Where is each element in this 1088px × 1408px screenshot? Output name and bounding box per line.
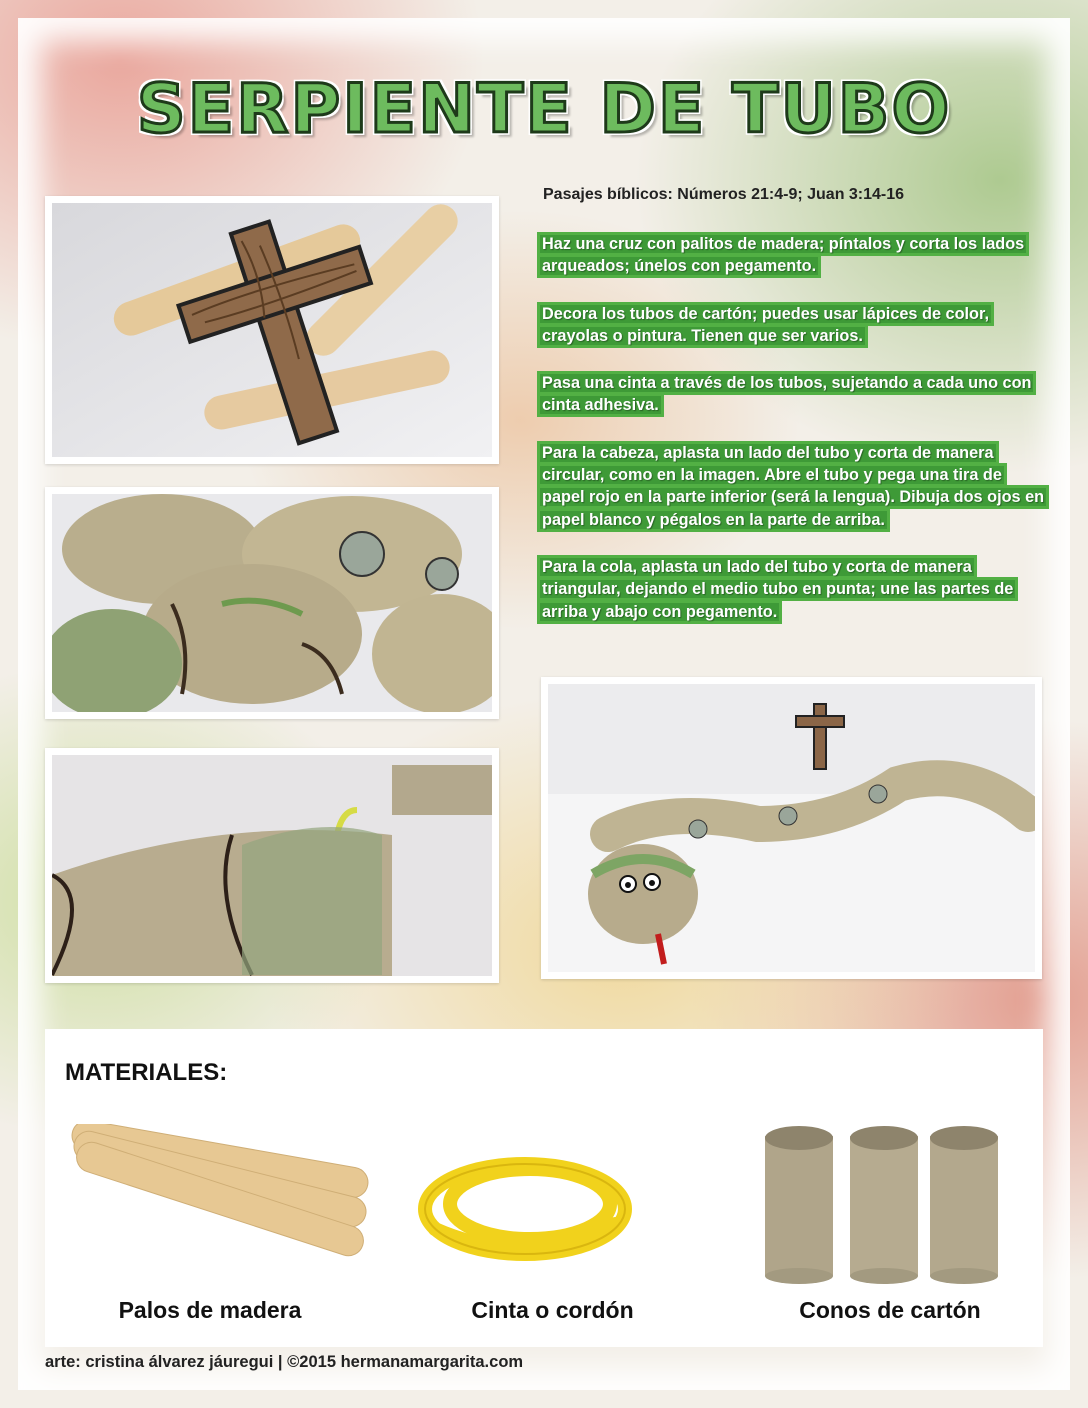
instruction-step bbox=[540, 442, 1045, 531]
photo-decorated-tubes bbox=[45, 487, 499, 719]
wooden-sticks-image bbox=[60, 1124, 380, 1284]
photo-tube-closeup bbox=[45, 748, 499, 983]
instruction-step bbox=[540, 303, 1045, 348]
material-label-sticks: Palos de madera bbox=[118, 1297, 302, 1323]
photo-finished-snake bbox=[541, 677, 1042, 979]
finished-snake-image bbox=[548, 684, 1035, 972]
credits-footer: arte: cristina álvarez jáuregui | ©2015 hermanamargarita.com bbox=[45, 1353, 524, 1371]
cross-sticks-image bbox=[52, 203, 492, 457]
material-label-tubes: Conos de cartón bbox=[799, 1297, 981, 1323]
page-title: SERPIENTE DE TUBO bbox=[136, 70, 952, 149]
photo-cross-sticks bbox=[45, 196, 499, 464]
material-label-cord: Cinta o cordón bbox=[471, 1297, 634, 1323]
materials-heading: MATERIALES: bbox=[65, 1059, 228, 1086]
passages-value: Números 21:4-9; Juan 3:14-16 bbox=[677, 186, 905, 203]
yellow-cord-image bbox=[405, 1129, 645, 1279]
instruction-step bbox=[540, 556, 1045, 623]
instruction-text: Haz una cruz con palitos de madera; píntalos y corta los lados arqueados; únelos con pegamento. bbox=[542, 235, 1025, 276]
instruction-step bbox=[540, 372, 1045, 417]
instruction-step bbox=[540, 233, 1045, 278]
instruction-text: Decora los tubos de cartón; puedes usar lápices de color, crayolas o pintura. Tienen que ser varios. bbox=[542, 304, 989, 345]
instructions bbox=[540, 233, 1045, 648]
instruction-text: Para la cola, aplasta un lado del tubo y corta de manera triangular, dejando el medio tubo en punta; une las partes de arriba y abajo con pegamento. bbox=[542, 557, 1014, 621]
instruction-text: Pasa una cinta a través de los tubos, sujetando a cada uno con cinta adhesiva. bbox=[542, 374, 1032, 415]
instruction-text: Para la cabeza, aplasta un lado del tubo y corta de manera circular, como en la imagen. Abre el tubo y pega una tira de papel rojo en la parte inferior (será la lengua). Dibuja dos ojos en papel blanco y pégalos en la parte de arriba. bbox=[542, 443, 1045, 529]
decorated-tubes-image bbox=[52, 494, 492, 712]
passages-label: Pasajes bíblicos: bbox=[543, 186, 673, 203]
tube-closeup-image bbox=[52, 755, 492, 976]
materials-panel bbox=[45, 1029, 1043, 1347]
biblical-passages bbox=[543, 186, 904, 204]
cardboard-tubes-image bbox=[760, 1124, 1000, 1289]
